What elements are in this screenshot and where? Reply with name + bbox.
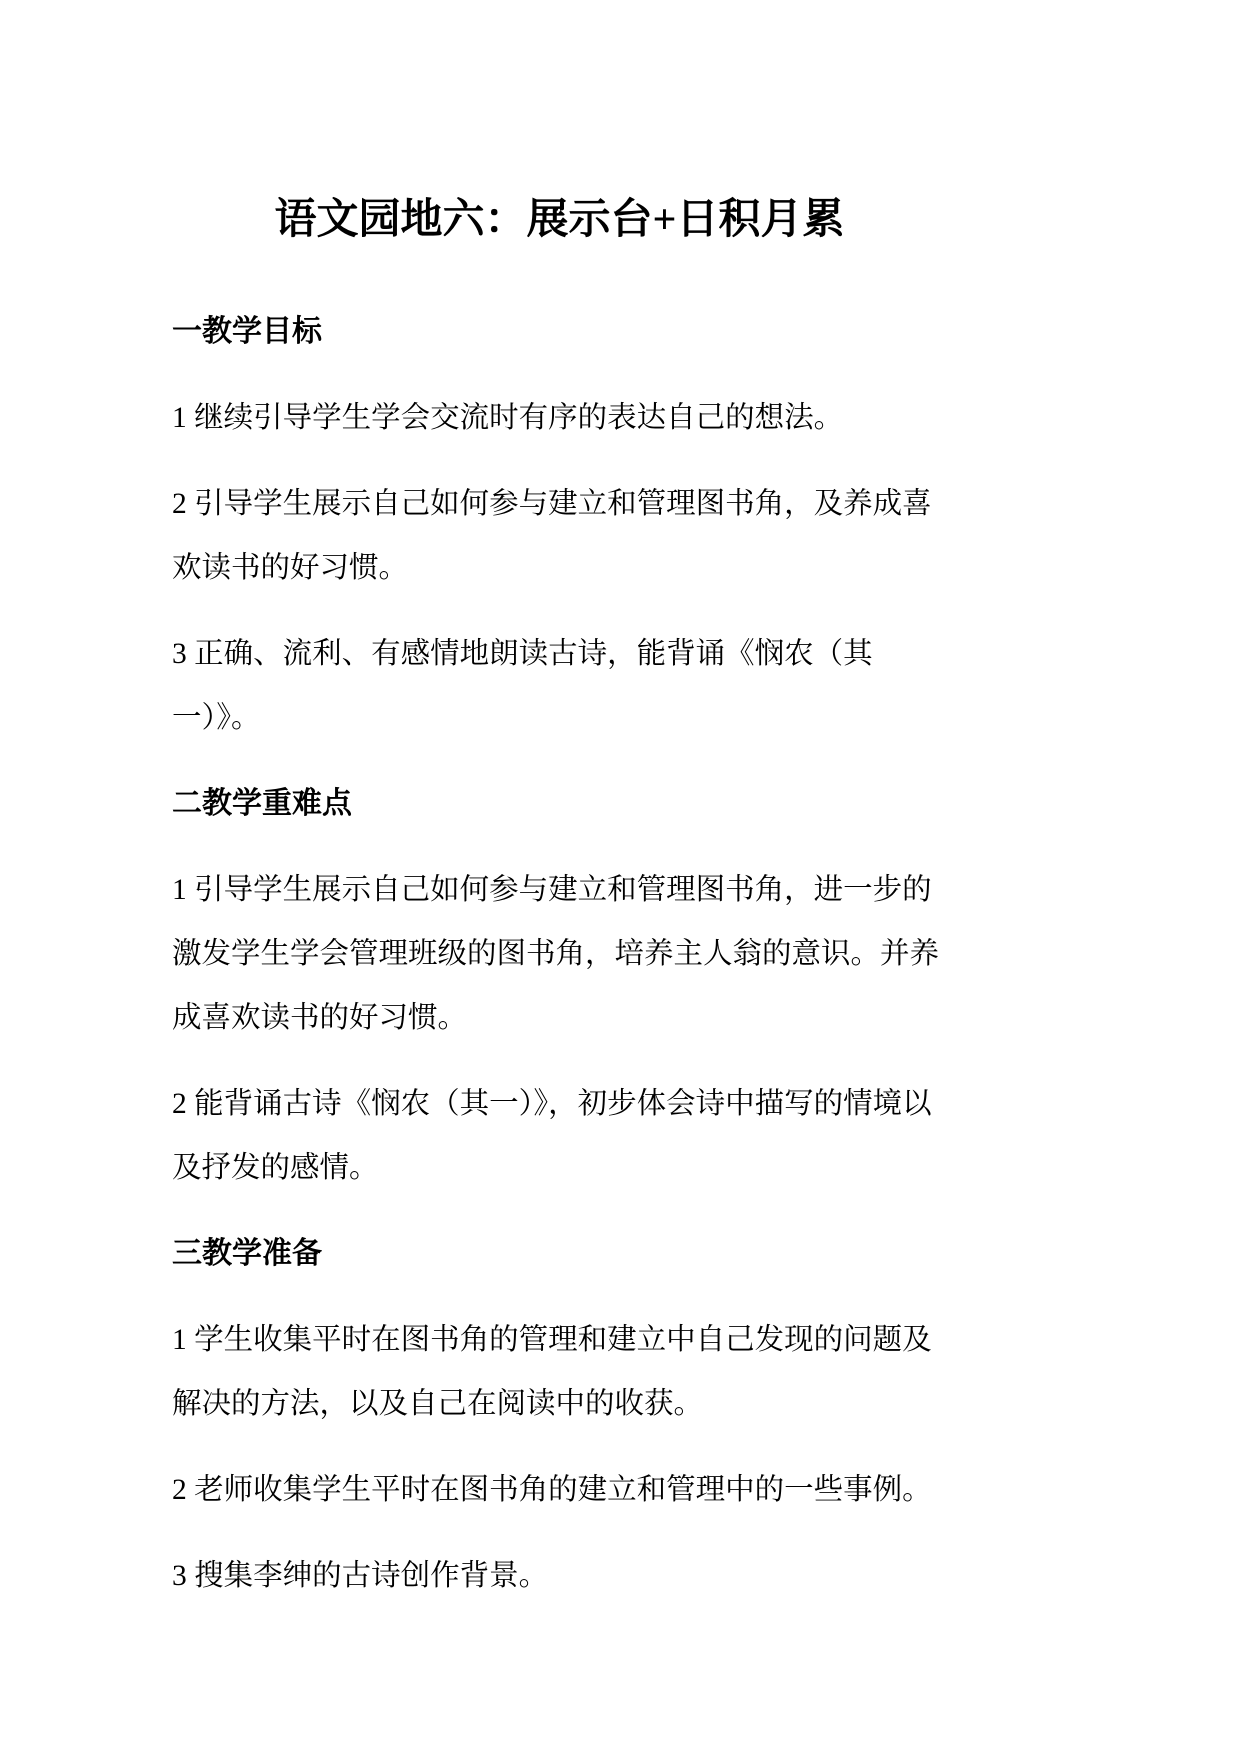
section-heading-teaching-preparation: 三教学准备: [172, 1237, 322, 1270]
section-key-difficulties: [172, 772, 947, 1200]
paragraph-goal-3: 3 正确、流利、有感情地朗读古诗，能背诵《悯农（其一）》。: [172, 638, 873, 734]
document-title: 语文园地六：展示台+日积月累: [274, 197, 845, 243]
section-heading-key-difficulties: 二教学重难点: [172, 787, 352, 820]
paragraph-preparation-1: 1 学生收集平时在图书角的管理和建立中自己发现的问题及解决的方法，以及自己在阅读中的收获。: [172, 1324, 932, 1420]
section-teaching-goals: [172, 300, 947, 750]
paragraph-goal-2: 2 引导学生展示自己如何参与建立和管理图书角，及养成喜欢读书的好习惯。: [172, 488, 932, 584]
paragraph-goal-1: 1 继续引导学生学会交流时有序的表达自己的想法。: [172, 402, 844, 434]
section-teaching-preparation: [172, 1222, 947, 1608]
paragraph-preparation-2: 2 老师收集学生平时在图书角的建立和管理中的一些事例。: [172, 1474, 932, 1506]
paragraph-difficulty-1: 1 引导学生展示自己如何参与建立和管理图书角，进一步的激发学生学会管理班级的图书角，培养主人翁的意识。并养成喜欢读书的好习惯。: [172, 874, 940, 1034]
paragraph-preparation-3: 3 搜集李绅的古诗创作背景。: [172, 1560, 549, 1592]
section-heading-teaching-goals: 一教学目标: [172, 315, 322, 348]
paragraph-difficulty-2: 2 能背诵古诗《悯农（其一）》，初步体会诗中描写的情境以及抒发的感情。: [172, 1088, 932, 1184]
